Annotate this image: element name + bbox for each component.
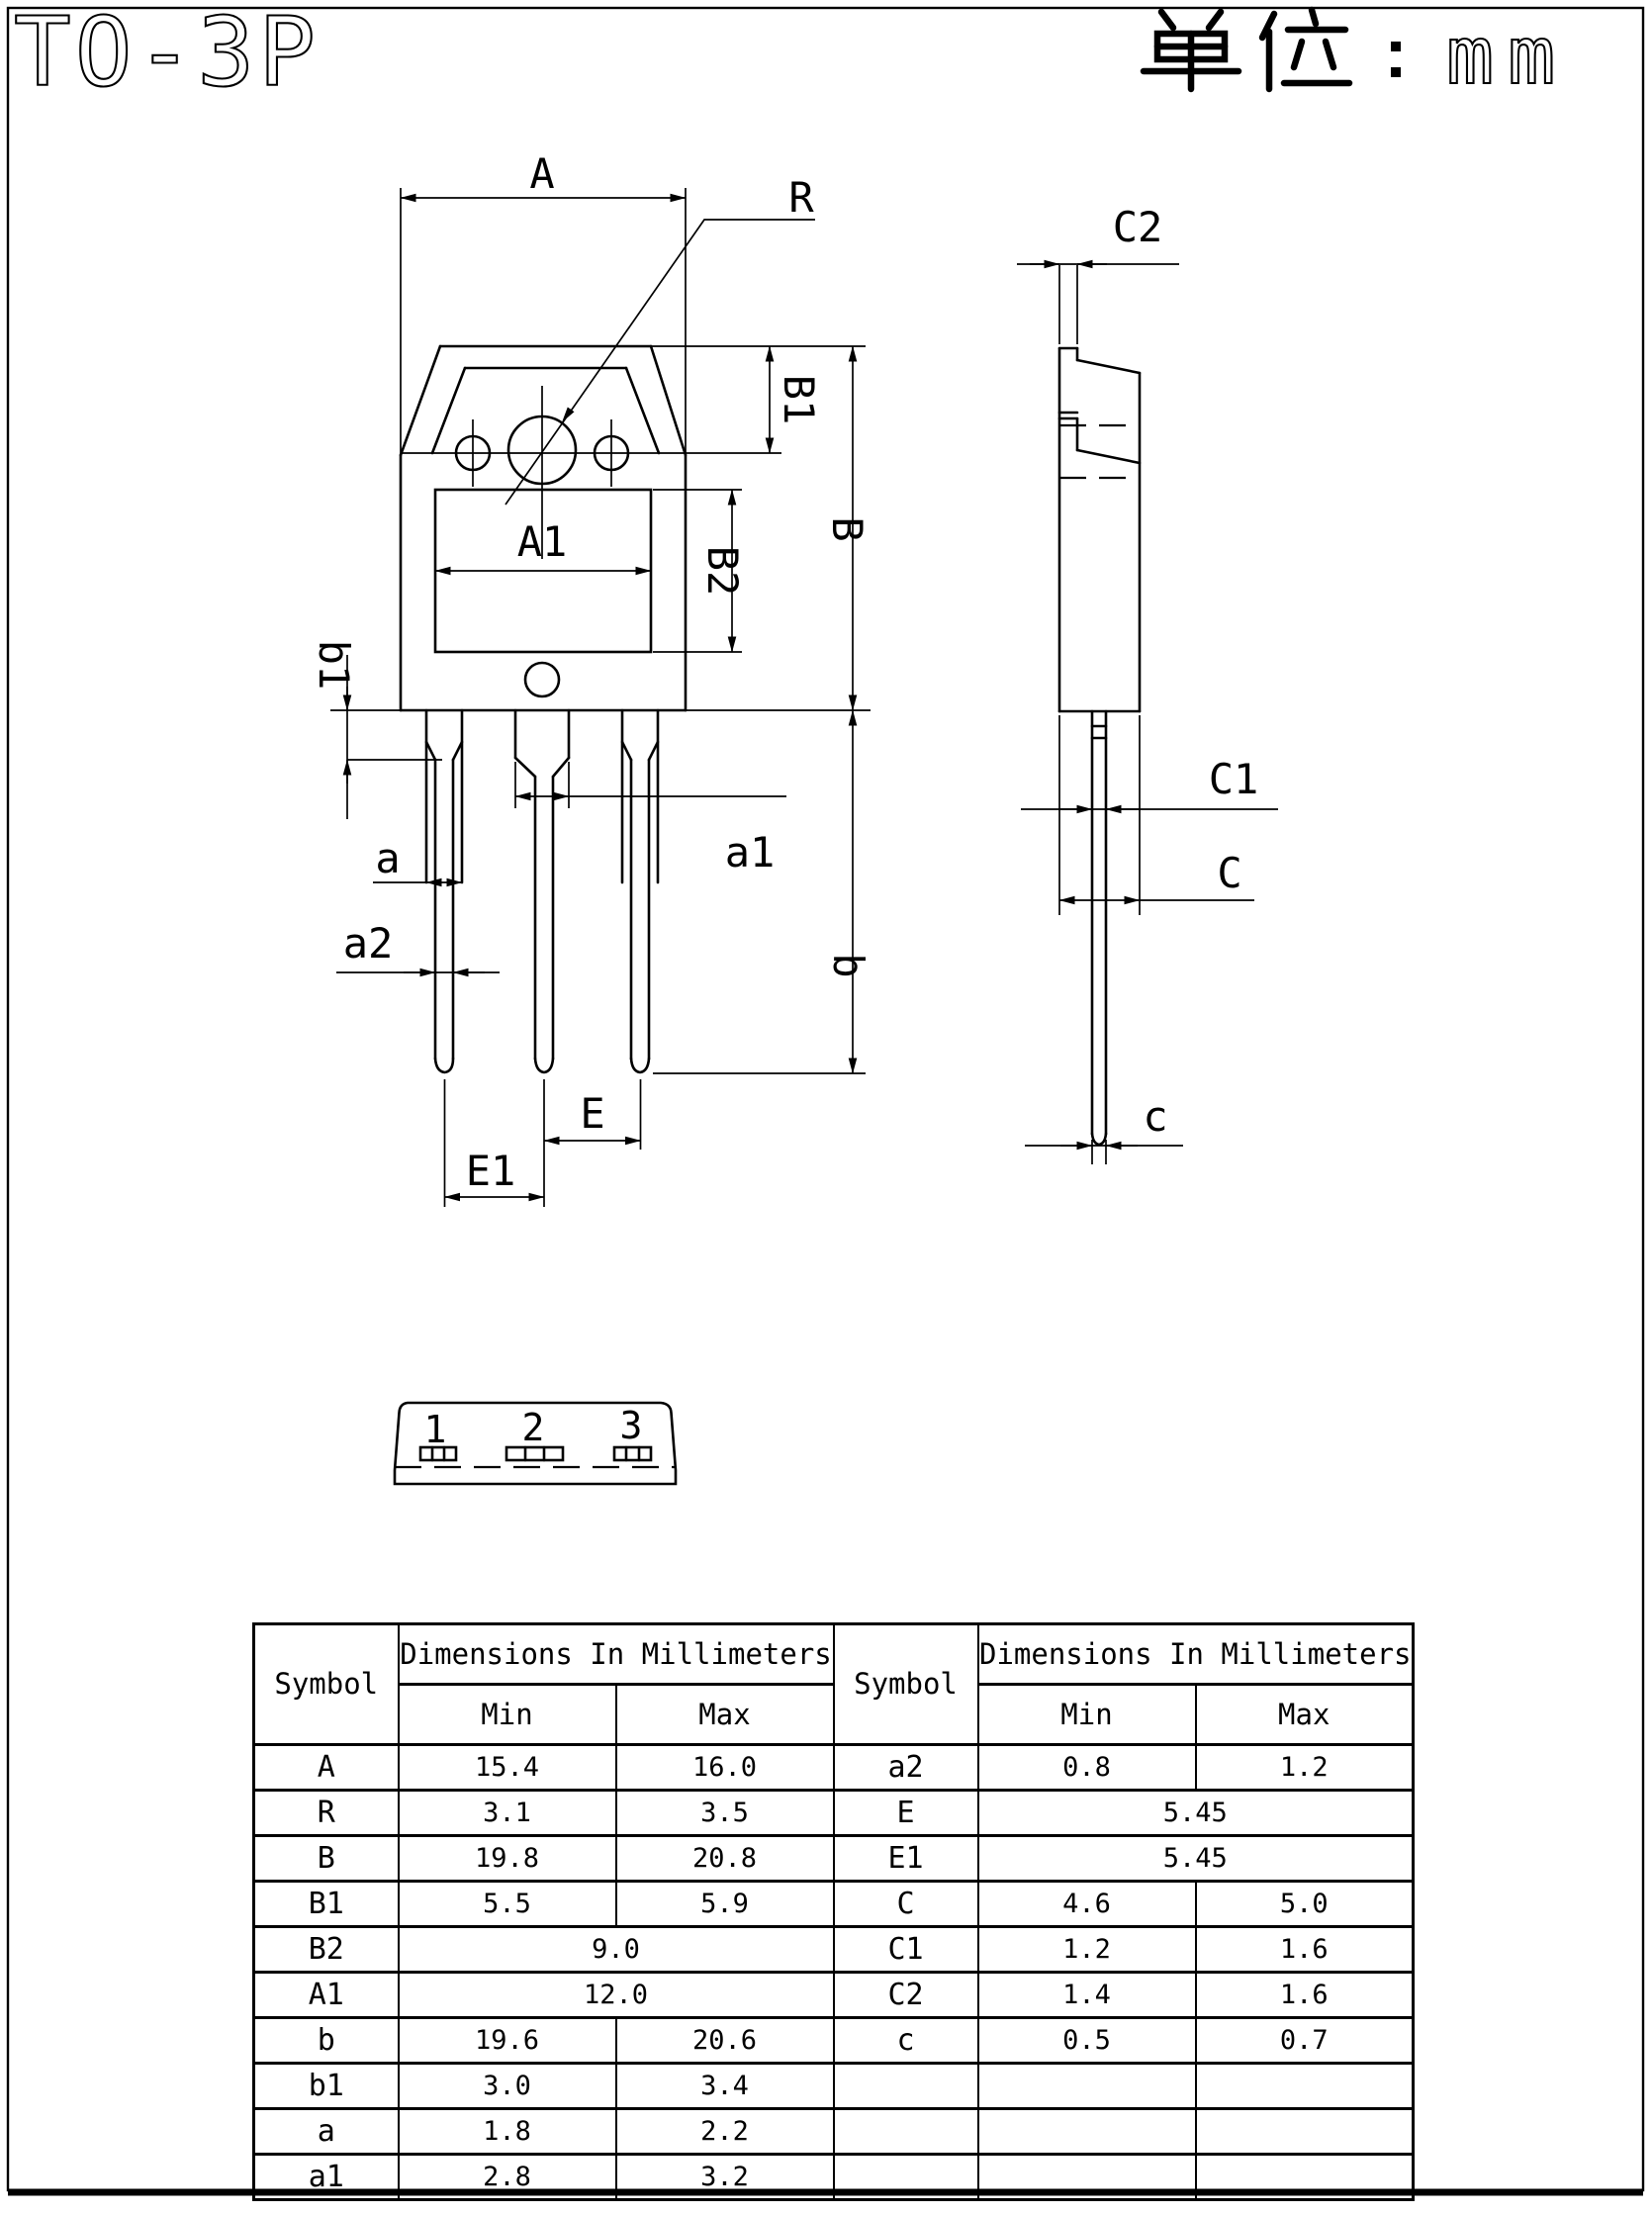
cell-min: 0.5 (978, 2018, 1196, 2064)
cell-max (1196, 2064, 1414, 2109)
cell-min: 3.1 (399, 1791, 616, 1836)
cell-max: 3.4 (616, 2064, 834, 2109)
table-row (254, 2064, 1414, 2109)
table-row (254, 1836, 1414, 1882)
lead-left (426, 710, 462, 1072)
bottom-view (395, 1403, 676, 1484)
dim-label-C: C (1217, 849, 1242, 897)
side-view (1017, 203, 1278, 1164)
min-header-left: Min (399, 1685, 616, 1745)
symbol-header-left: Symbol (254, 1624, 399, 1745)
cell-max: 1.2 (1196, 1745, 1414, 1791)
cell-symbol (834, 2064, 978, 2109)
side-profile-outline (1059, 348, 1140, 711)
cell-symbol (834, 2155, 978, 2200)
cell-min: 4.6 (978, 1882, 1196, 1927)
table-row (254, 1973, 1414, 2018)
max-header-right: Max (1196, 1685, 1414, 1745)
cell-symbol: B2 (254, 1927, 399, 1973)
page-title: TO-3P (14, 0, 320, 108)
dim-label-a: a (375, 834, 401, 882)
cell-max: 0.7 (1196, 2018, 1414, 2064)
cell-max: 1.6 (1196, 1927, 1414, 1973)
cjk-unit-glyphs (1144, 10, 1349, 89)
cell-span-value: 12.0 (399, 1973, 834, 2018)
front-dimensions (336, 198, 853, 1197)
cell-max: 2.2 (616, 2109, 834, 2155)
cell-min (978, 2155, 1196, 2200)
dim-label-b1: b1 (310, 639, 358, 691)
dim-label-B: B (823, 516, 872, 542)
cell-min: 1.2 (978, 1927, 1196, 1973)
table-header-row (254, 1624, 1414, 1685)
cell-min: 15.4 (399, 1745, 616, 1791)
dim-header-right: Dimensions In Millimeters (978, 1624, 1414, 1685)
cell-max: 20.6 (616, 2018, 834, 2064)
cell-symbol: E1 (834, 1836, 978, 1882)
cell-symbol: B1 (254, 1882, 399, 1927)
dim-label-c: c (1143, 1092, 1168, 1141)
cell-symbol: B (254, 1836, 399, 1882)
side-lead (1092, 711, 1106, 1145)
table-row (254, 1791, 1414, 1836)
cell-min: 2.8 (399, 2155, 616, 2200)
pin-number-1: 1 (423, 1408, 447, 1451)
cell-max: 20.8 (616, 1836, 834, 1882)
dim-label-A1: A1 (516, 517, 568, 566)
cell-max: 5.0 (1196, 1882, 1414, 1927)
cell-symbol: C1 (834, 1927, 978, 1973)
dim-label-a2: a2 (342, 919, 394, 968)
symbol-header-right: Symbol (834, 1624, 978, 1745)
cell-symbol: a1 (254, 2155, 399, 2200)
cell-min (978, 2109, 1196, 2155)
table-row (254, 2155, 1414, 2200)
unit-mm-text: mm (1446, 10, 1570, 102)
lead-center (515, 710, 569, 1072)
dim-label-B2: B2 (698, 545, 747, 597)
cell-min: 3.0 (399, 2064, 616, 2109)
table-row (254, 1927, 1414, 1973)
front-view (310, 149, 872, 1207)
cell-min: 0.8 (978, 1745, 1196, 1791)
cell-max: 5.9 (616, 1882, 834, 1927)
cell-span-value: 5.45 (978, 1791, 1414, 1836)
cell-symbol (834, 2109, 978, 2155)
cell-min: 19.8 (399, 1836, 616, 1882)
cell-min: 5.5 (399, 1882, 616, 1927)
cell-span-value: 5.45 (978, 1836, 1414, 1882)
dim-label-E: E (580, 1089, 605, 1138)
dim-header-left: Dimensions In Millimeters (399, 1624, 834, 1685)
cell-symbol: C2 (834, 1973, 978, 2018)
cell-max: 1.6 (1196, 1973, 1414, 2018)
dim-label-B1: B1 (775, 374, 823, 425)
table-row (254, 2109, 1414, 2155)
dim-label-b: b (824, 953, 872, 978)
cell-symbol: a2 (834, 1745, 978, 1791)
cell-symbol: R (254, 1791, 399, 1836)
cell-min: 1.4 (978, 1973, 1196, 2018)
pin-number-2: 2 (521, 1406, 545, 1449)
dim-label-E1: E1 (465, 1147, 516, 1195)
cell-symbol: C (834, 1882, 978, 1927)
side-dimensions (1017, 264, 1278, 1146)
cell-min: 19.6 (399, 2018, 616, 2064)
dim-label-R: R (788, 173, 814, 222)
lower-hole (525, 663, 559, 696)
cell-symbol: E (834, 1791, 978, 1836)
dim-label-C2: C2 (1112, 203, 1163, 251)
cell-span-value: 9.0 (399, 1927, 834, 1973)
cell-symbol: A1 (254, 1973, 399, 2018)
table-row (254, 2018, 1414, 2064)
unit-label (1144, 10, 1569, 102)
dimensions-table (252, 1622, 1415, 2201)
cell-min (978, 2064, 1196, 2109)
table-row (254, 1745, 1414, 1791)
cell-min: 1.8 (399, 2109, 616, 2155)
table-row (254, 1882, 1414, 1927)
cell-symbol: b (254, 2018, 399, 2064)
dim-label-A: A (529, 149, 555, 198)
pin-number-3: 3 (619, 1404, 643, 1447)
cell-max (1196, 2155, 1414, 2200)
cell-symbol: b1 (254, 2064, 399, 2109)
dim-label-a1: a1 (724, 828, 776, 877)
max-header-left: Max (616, 1685, 834, 1745)
cell-symbol: A (254, 1745, 399, 1791)
unit-colon (1391, 42, 1401, 77)
cell-symbol: c (834, 2018, 978, 2064)
cell-max: 3.2 (616, 2155, 834, 2200)
cell-max: 16.0 (616, 1745, 834, 1791)
cell-max: 3.5 (616, 1791, 834, 1836)
lead-right (622, 710, 658, 1072)
pin-pad-3 (614, 1447, 651, 1460)
dim-label-C1: C1 (1208, 755, 1259, 803)
cell-symbol: a (254, 2109, 399, 2155)
min-header-right: Min (978, 1685, 1196, 1745)
cell-max (1196, 2109, 1414, 2155)
